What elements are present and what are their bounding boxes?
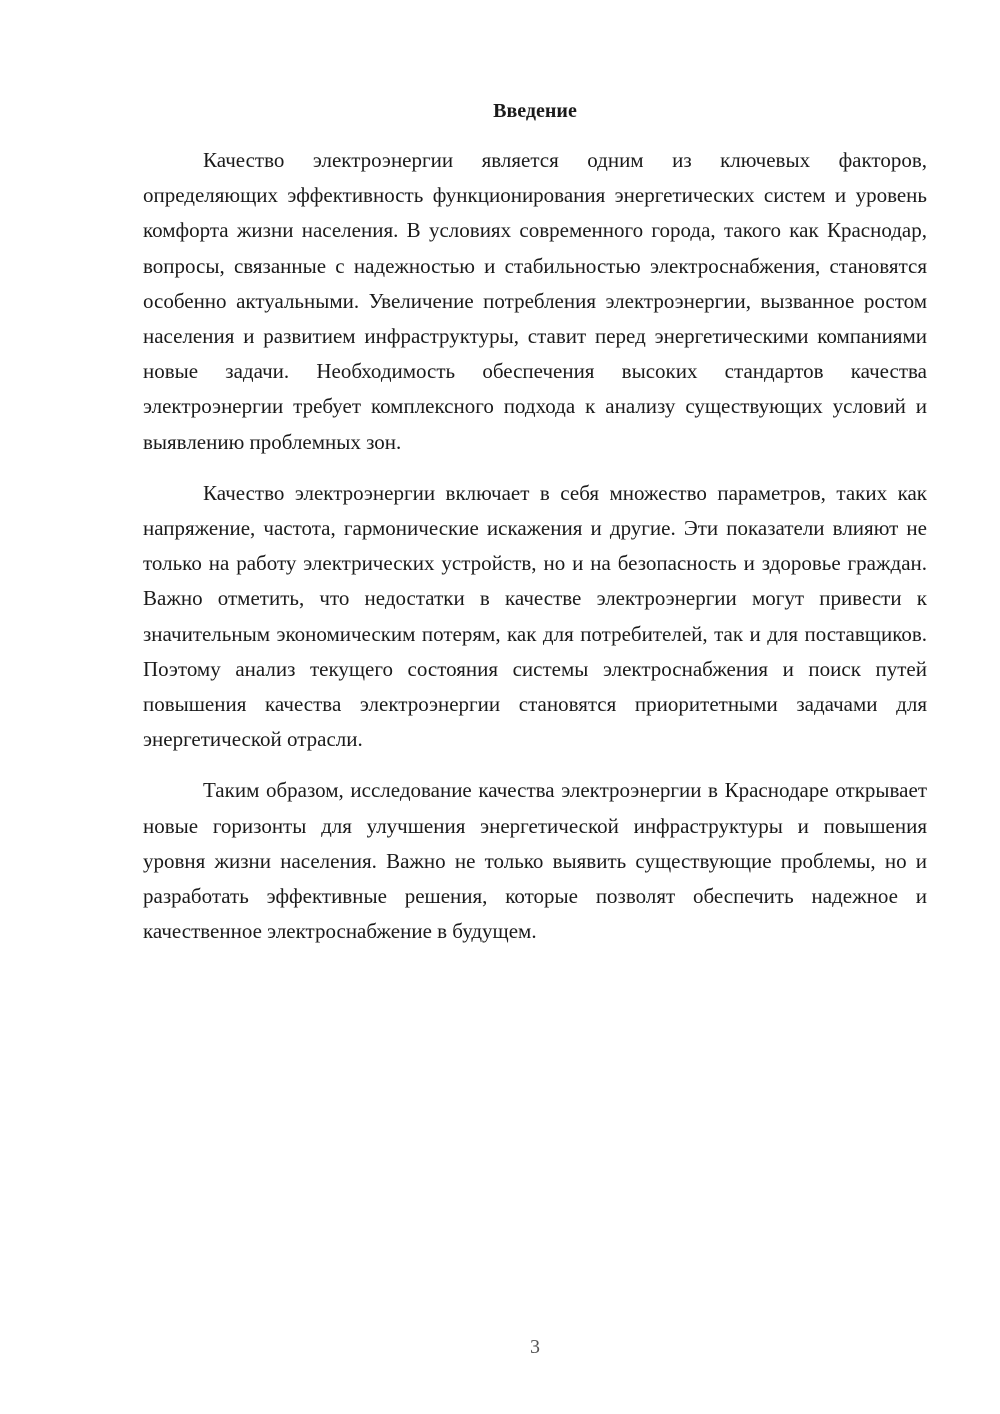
paragraph-3: Таким образом, исследование качества электроэнергии в Краснодаре открывает новые горизонты для улучшения энергетической инфраструктуры и повышения уровня жизни населения. Важно не только выявить существующие проблемы, но и разработать эффективные решения, которые позволят обеспечить надежное и качественное электроснабжение в будущем. (143, 778, 927, 944)
page-number: 3 (530, 1336, 540, 1358)
paragraph-2: Качество электроэнергии включает в себя множество параметров, таких как напряжение, частота, гармонические искажения и другие. Эти показатели влияют не только на работу электрических устройств, но и на безопасность и здоровье граждан. Важно отметить, что недостатки в качестве электроэнергии могут привести к значительным экономическим потерям, как для потребителей, так и для поставщиков. Поэтому анализ текущего состояния системы электроснабжения и поиск путей повышения качества электроэнергии становятся приоритетными задачами для энергетической отрасли. (143, 480, 927, 752)
paragraph-1: Качество электроэнергии является одним из ключевых факторов, определяющих эффективность функционирования энергетических систем и уровень комфорта жизни населения. В условиях современного города, такого как Краснодар, вопросы, связанные с надежностью и стабильностью электроснабжения, становятся особенно актуальными. Увеличение потребления электроэнергии, вызванное ростом населения и развитием инфраструктуры, ставит перед энергетическими компаниями новые задачи. Необходимость обеспечения высоких стандартов качества электроэнергии требует комплексного подхода к анализу существующих условий и выявлению проблемных зон. (143, 148, 927, 454)
body-text (143, 143, 927, 965)
section-title: Введение (493, 100, 577, 122)
